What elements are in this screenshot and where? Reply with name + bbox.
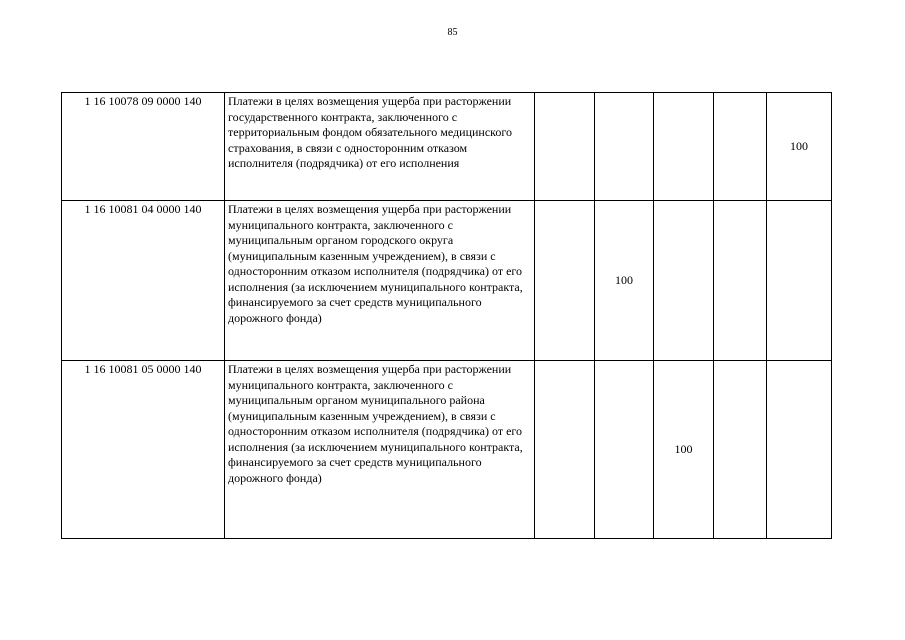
revenue-code-cell: 1 16 10081 04 0000 140 (62, 201, 225, 361)
revenue-name-cell: Платежи в целях возмещения ущерба при расторжении муниципального контракта, заключенного с муниципальным органом муниципального района (муниципальным казенным учреждением), в связи с односторонним отказом исполнителя (подрядчика) от его исполнения (за исключением муниципального контракта, финансируемого за счет средств муниципального дорожного фонда) (225, 361, 535, 539)
value-cell (535, 361, 595, 539)
value-cell (654, 93, 714, 201)
value-cell (714, 201, 767, 361)
revenue-code-cell: 1 16 10081 05 0000 140 (62, 361, 225, 539)
value-cell (595, 93, 654, 201)
value-cell (654, 201, 714, 361)
revenue-name-cell: Платежи в целях возмещения ущерба при расторжении муниципального контракта, заключенного с муниципальным органом городского округа (муниципальным казенным учреждением), в связи с односторонним отказом исполнителя (подрядчика) от его исполнения (за исключением муниципального контракта, финансируемого за счет средств муниципального дорожного фонда) (225, 201, 535, 361)
revenue-name-cell: Платежи в целях возмещения ущерба при расторжении государственного контракта, заключенного с территориальным фондом обязательного медицинского страхования, в связи с односторонним отказом исполнителя (подрядчика) от его исполнения (225, 93, 535, 201)
budget-classification-table (61, 92, 832, 539)
value-cell: 100 (767, 93, 832, 201)
value-cell (767, 361, 832, 539)
revenue-code-cell: 1 16 10078 09 0000 140 (62, 93, 225, 201)
value-cell (714, 361, 767, 539)
page-number: 85 (447, 27, 458, 38)
value-cell (714, 93, 767, 201)
value-cell: 100 (595, 201, 654, 361)
table-row (62, 93, 832, 201)
value-cell (595, 361, 654, 539)
value-cell (767, 201, 832, 361)
value-cell (535, 201, 595, 361)
table-row (62, 201, 832, 361)
value-cell: 100 (654, 361, 714, 539)
table-row (62, 361, 832, 539)
value-cell (535, 93, 595, 201)
